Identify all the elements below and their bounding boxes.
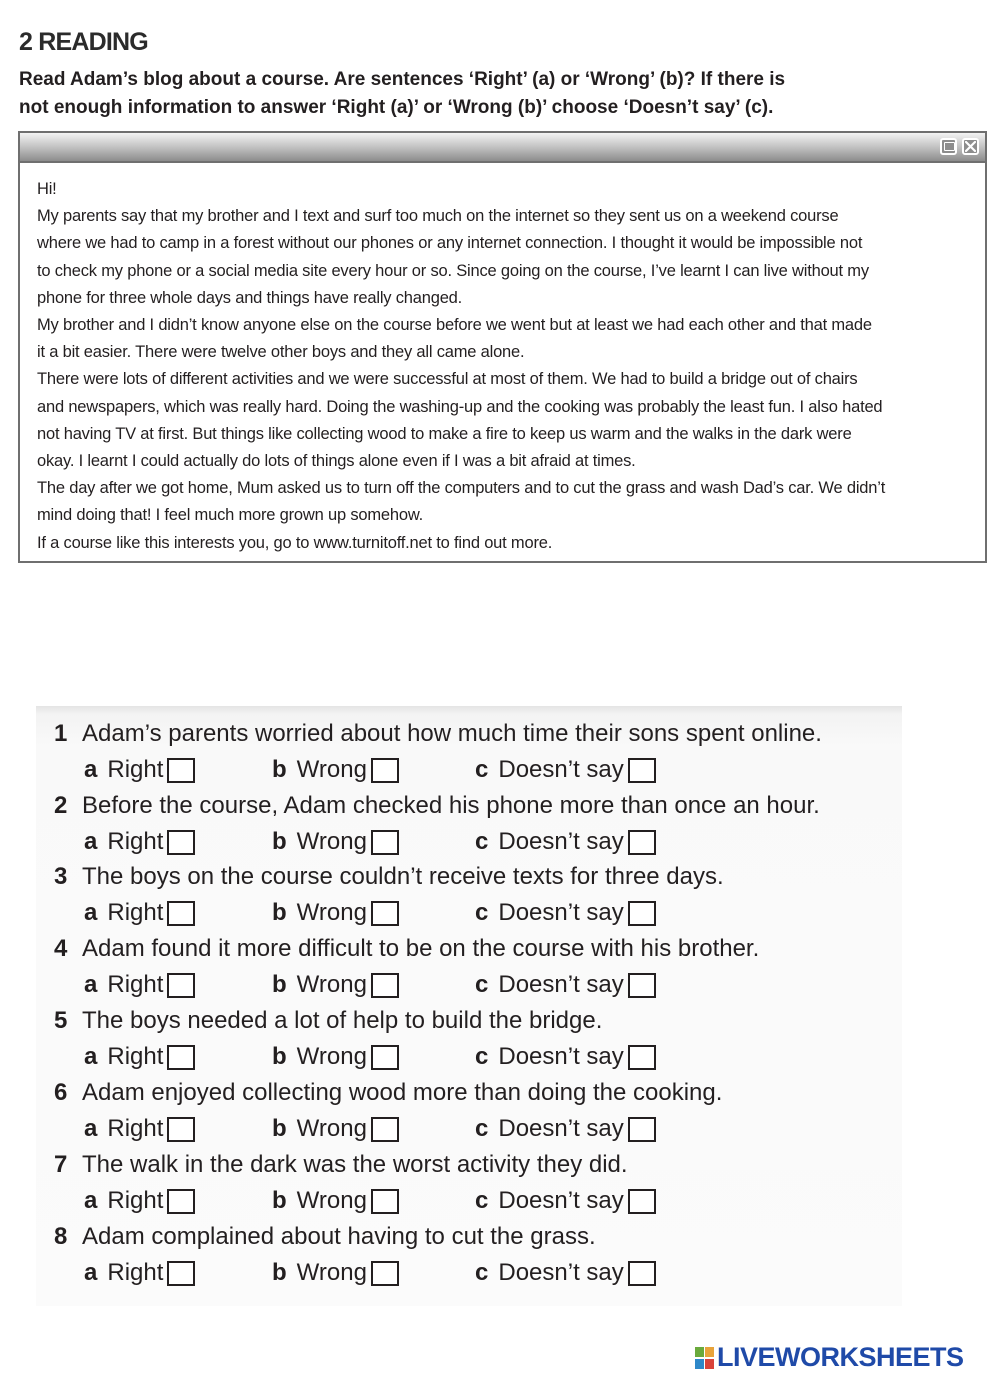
option-letter: a — [84, 971, 98, 998]
answer-checkbox-8a[interactable] — [167, 1261, 195, 1286]
answer-checkbox-8b[interactable] — [371, 1261, 399, 1286]
option-letter: c — [475, 899, 489, 926]
option-letter: c — [475, 1115, 489, 1142]
blog-line: to check my phone or a social media site every hour or so. Since going on the course, I’ve learnt I can live without my — [37, 261, 869, 280]
question-number: 1 — [54, 720, 68, 747]
blog-window — [18, 131, 987, 563]
answer-checkbox-8c[interactable] — [628, 1261, 656, 1286]
option-letter: a — [84, 1187, 98, 1214]
option-label: Wrong — [296, 1115, 367, 1142]
section-title: 2 READING — [19, 28, 148, 56]
question-3 — [36, 849, 902, 926]
question-4 — [36, 921, 902, 998]
option-letter: a — [84, 1259, 98, 1286]
option-letter: c — [475, 1043, 489, 1070]
option-label: Right — [107, 1043, 164, 1070]
question-text: The boys needed a lot of help to build the bridge. — [82, 1007, 603, 1034]
option-letter: b — [272, 1115, 287, 1142]
option-letter: c — [475, 971, 489, 998]
option-label: Wrong — [296, 971, 367, 998]
blog-line: There were lots of different activities and we were successful at most of them. We had to build a bridge out of chairs — [37, 370, 858, 389]
option-letter: a — [84, 828, 98, 855]
instructions — [19, 66, 919, 122]
questions-panel — [36, 706, 902, 1306]
option-letter: b — [272, 899, 287, 926]
blog-window-titlebar — [20, 133, 985, 163]
option-label: Wrong — [296, 1187, 367, 1214]
option-label: Doesn’t say — [498, 971, 624, 998]
blog-line: okay. I learnt I could actually do lots of things alone even if I was a bit afraid at times. — [37, 452, 636, 471]
question-7 — [36, 1137, 902, 1214]
question-text: Before the course, Adam checked his phone more than once an hour. — [82, 792, 820, 819]
option-label: Doesn’t say — [498, 1115, 624, 1142]
question-number: 2 — [54, 792, 68, 819]
option-label: Right — [107, 756, 164, 783]
option-letter: c — [475, 1187, 489, 1214]
blog-line: phone for three whole days and things have really changed. — [37, 288, 463, 307]
blog-line: My parents say that my brother and I text and surf too much on the internet so they sent us on a weekend course — [37, 207, 839, 226]
option-letter: a — [84, 1115, 98, 1142]
option-letter: a — [84, 899, 98, 926]
option-label: Wrong — [296, 828, 367, 855]
option-label: Wrong — [296, 1259, 367, 1286]
option-letter: a — [84, 1043, 98, 1070]
option-label: Doesn’t say — [498, 1043, 624, 1070]
option-label: Right — [107, 1259, 164, 1286]
question-number: 4 — [54, 935, 68, 962]
option-letter: a — [84, 756, 98, 783]
option-label: Wrong — [296, 756, 367, 783]
option-label: Doesn’t say — [498, 1187, 624, 1214]
blog-line: My brother and I didn’t know anyone else on the course before we went but at least we had each other and that made — [37, 316, 872, 335]
option-label: Doesn’t say — [498, 756, 624, 783]
option-letter: b — [272, 756, 287, 783]
question-text: Adam complained about having to cut the grass. — [82, 1223, 596, 1250]
restore-icon[interactable] — [940, 138, 957, 155]
option-letter: b — [272, 1187, 287, 1214]
question-number: 8 — [54, 1223, 68, 1250]
option-letter: b — [272, 971, 287, 998]
liveworksheets-mark-icon — [695, 1347, 714, 1369]
option-label: Wrong — [296, 1043, 367, 1070]
option-label: Doesn’t say — [498, 899, 624, 926]
blog-line: not having TV at first. But things like collecting wood to make a fire to keep us warm and the walks in the dark were — [37, 424, 852, 443]
question-text: The boys on the course couldn’t receive texts for three days. — [82, 863, 724, 890]
option-letter: c — [475, 828, 489, 855]
blog-line: If a course like this interests you, go to www.turnitoff.net to find out more. — [37, 533, 553, 552]
option-label: Right — [107, 1187, 164, 1214]
option-label: Doesn’t say — [498, 828, 624, 855]
option-label: Right — [107, 1115, 164, 1142]
option-letter: b — [272, 1259, 287, 1286]
option-letter: b — [272, 1043, 287, 1070]
question-6 — [36, 1065, 902, 1142]
question-number: 7 — [54, 1151, 68, 1178]
option-label: Wrong — [296, 899, 367, 926]
question-text: The walk in the dark was the worst activity they did. — [82, 1151, 628, 1178]
question-2 — [36, 778, 902, 855]
blog-line: Hi! — [37, 180, 57, 198]
option-letter: b — [272, 828, 287, 855]
question-text: Adam found it more difficult to be on the course with his brother. — [82, 935, 760, 962]
blog-line: it a bit easier. There were twelve other boys and they all came alone. — [37, 343, 525, 362]
option-letter: c — [475, 756, 489, 783]
blog-line: where we had to camp in a forest without our phones or any internet connection. I thought it would be impossible not — [37, 234, 863, 253]
blog-line: The day after we got home, Mum asked us to turn off the computers and to cut the grass and wash Dad’s car. We didn’t — [37, 479, 886, 498]
instructions-line-2: not enough information to answer ‘Right (a)’ or ‘Wrong (b)’ choose ‘Doesn’t say’ (c). — [19, 97, 774, 118]
option-letter: c — [475, 1259, 489, 1286]
question-1 — [36, 706, 902, 783]
close-icon[interactable] — [962, 138, 979, 155]
option-label: Right — [107, 971, 164, 998]
question-text: Adam’s parents worried about how much time their sons spent online. — [82, 720, 822, 747]
instructions-line-1: Read Adam’s blog about a course. Are sentences ‘Right’ (a) or ‘Wrong’ (b)? If there is — [19, 69, 786, 90]
blog-line: and newspapers, which was really hard. Doing the washing-up and the cooking was probably the least fun. I also hated — [37, 397, 883, 416]
question-8 — [36, 1209, 902, 1286]
liveworksheets-logo[interactable] — [695, 1342, 964, 1373]
question-number: 5 — [54, 1007, 68, 1034]
blog-text — [20, 163, 985, 557]
question-number: 3 — [54, 863, 68, 890]
blog-line: mind doing that! I feel much more grown up somehow. — [37, 506, 424, 525]
question-5 — [36, 993, 902, 1070]
liveworksheets-wordmark: LIVEWORKSHEETS — [717, 1342, 964, 1372]
question-number: 6 — [54, 1079, 68, 1106]
option-label: Doesn’t say — [498, 1259, 624, 1286]
option-label: Right — [107, 899, 164, 926]
option-label: Right — [107, 828, 164, 855]
question-text: Adam enjoyed collecting wood more than doing the cooking. — [82, 1079, 723, 1106]
